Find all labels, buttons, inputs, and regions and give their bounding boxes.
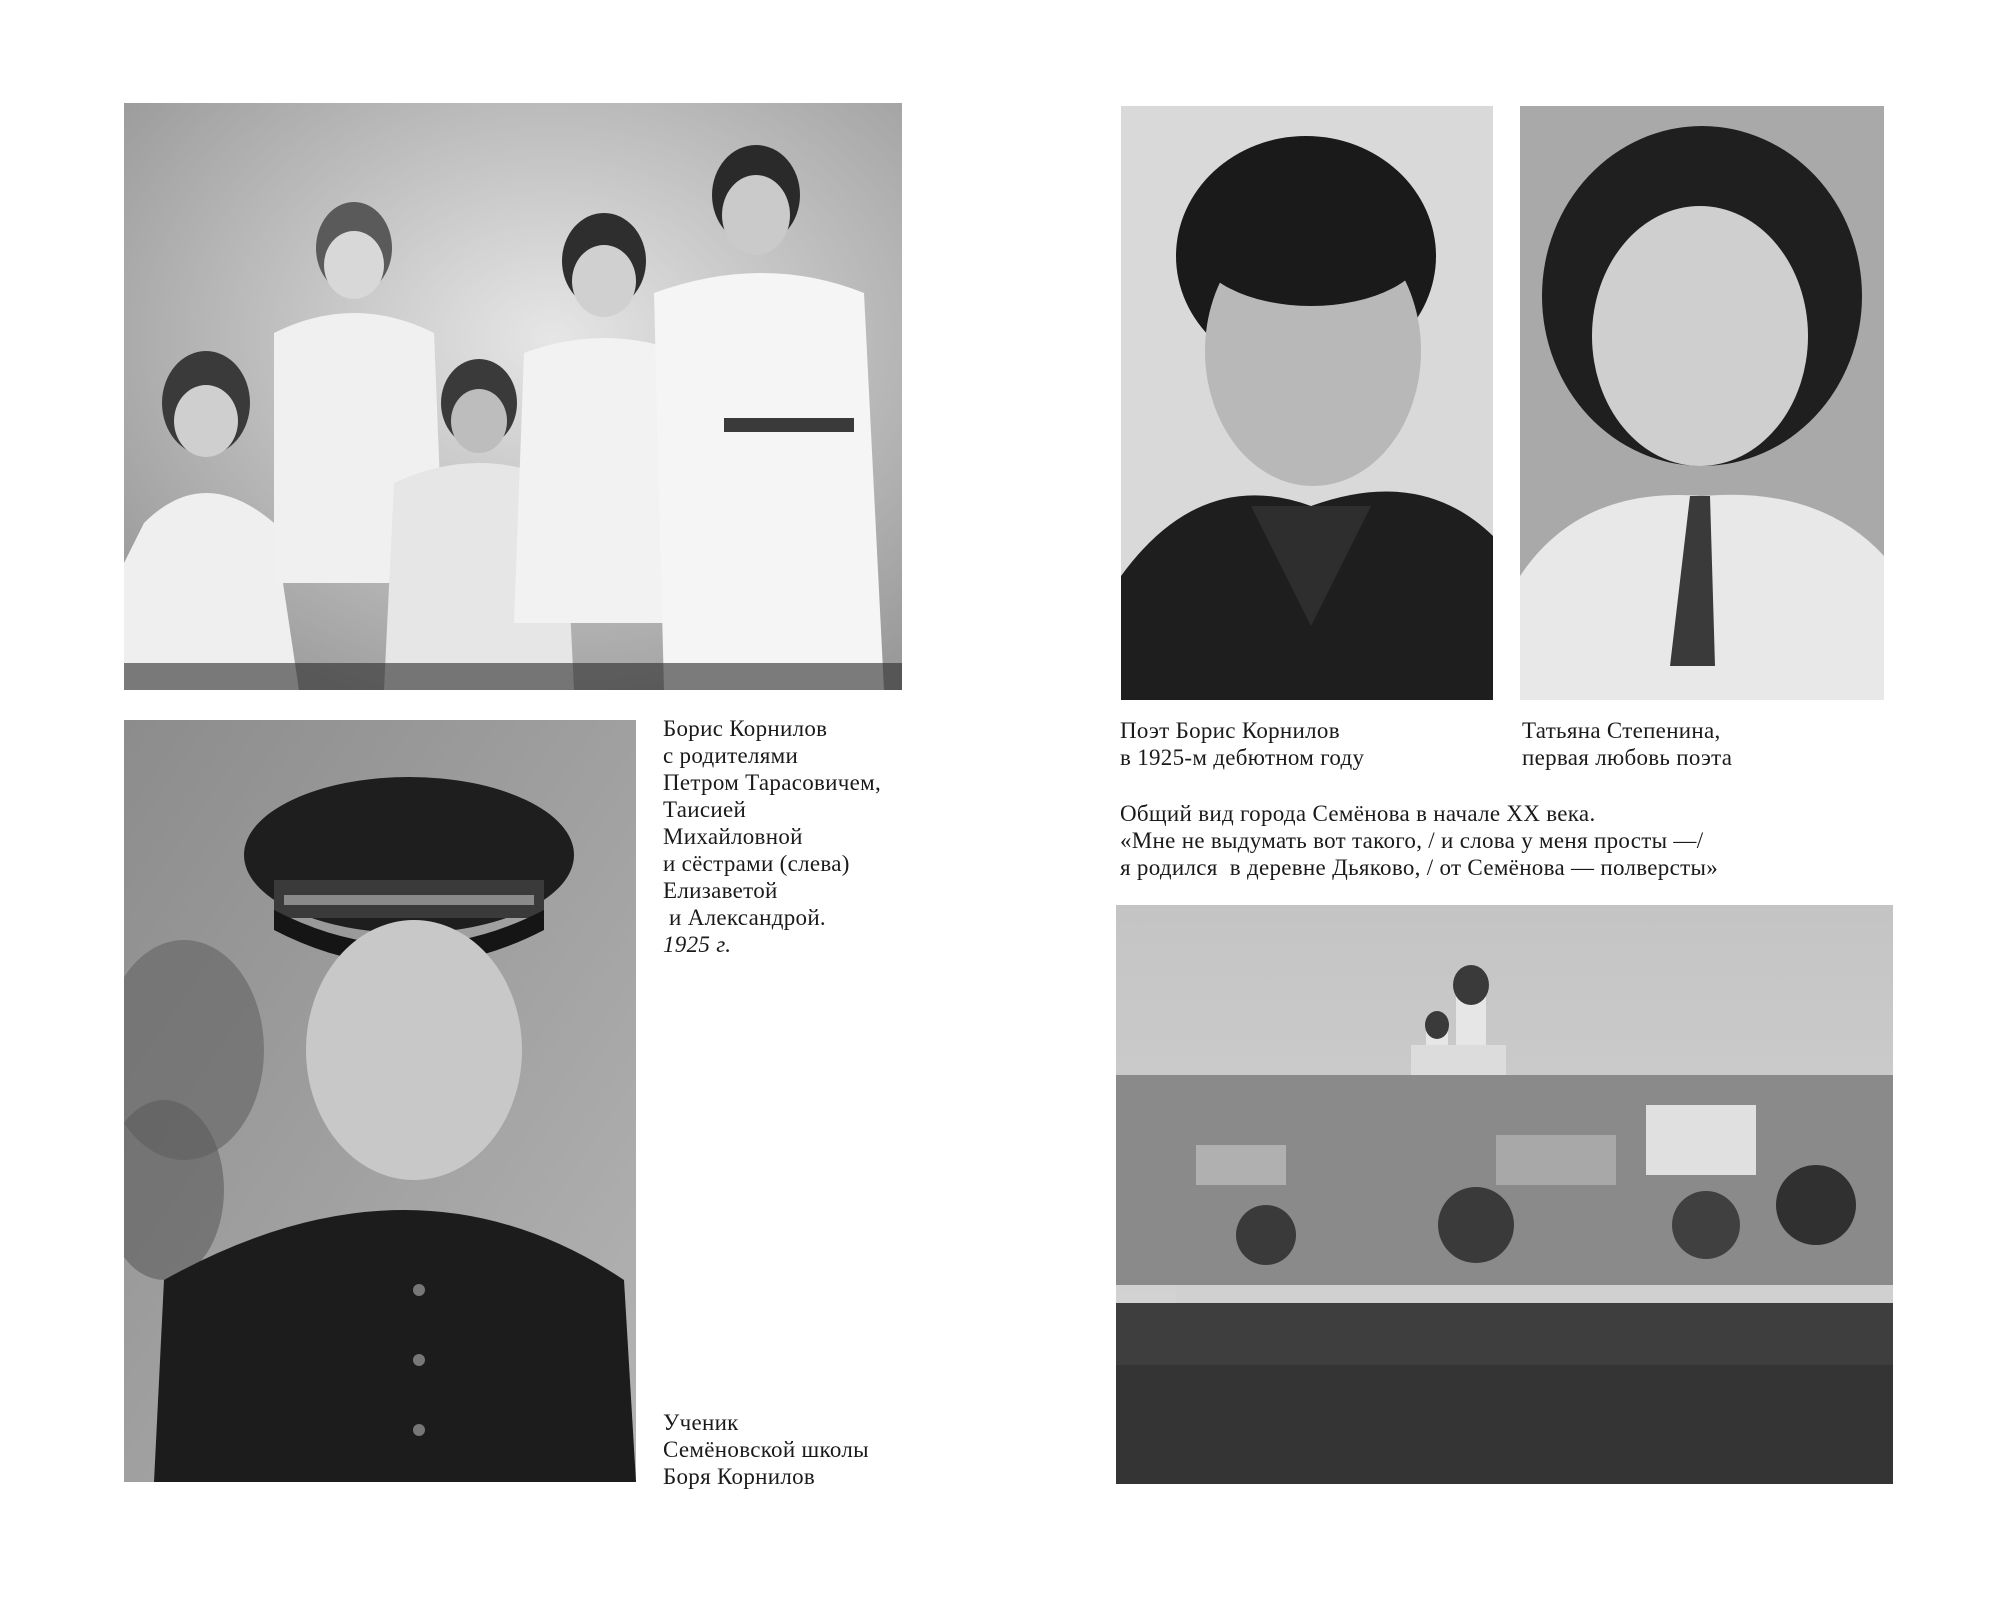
poet-caption [1120,717,1364,771]
family-caption-date: 1925 г. [663,932,732,957]
town-photo [1116,905,1893,1484]
family-caption-line: Елизаветой [663,878,778,903]
family-caption-line: Таисией [663,797,747,822]
town-caption-line: я родился в деревне Дьяково, / от Семёнова — полверсты» [1120,855,1718,880]
student-photo [124,720,636,1482]
tatiana-caption-line: первая любовь поэта [1522,745,1733,770]
student-caption [663,1409,869,1490]
tatiana-caption [1522,717,1732,771]
student-caption-line: Ученик [663,1410,739,1435]
family-caption-line: и сёстрами (слева) [663,851,850,876]
family-caption-line: с родителями [663,743,799,768]
poet-photo [1121,106,1493,700]
student-caption-line: Боря Корнилов [663,1464,816,1489]
town-caption-line: Общий вид города Семёнова в начале XX века. [1120,801,1596,826]
family-caption [663,715,881,958]
family-caption-line: Борис Корнилов [663,716,828,741]
poet-caption-line: Поэт Борис Корнилов [1120,718,1340,743]
family-caption-line: Михайловной [663,824,803,849]
tatiana-caption-line: Татьяна Степенина, [1522,718,1721,743]
family-caption-line: и Александрой. [663,905,826,930]
student-caption-line: Семёновской школы [663,1437,869,1462]
family-photo [124,103,902,690]
poet-caption-line: в 1925-м дебютном году [1120,745,1365,770]
family-caption-line: Петром Тарасовичем, [663,770,882,795]
town-caption-line: «Мне не выдумать вот такого, / и слова у меня просты —/ [1120,828,1704,853]
tatiana-photo [1520,106,1884,700]
town-caption [1120,800,1718,881]
